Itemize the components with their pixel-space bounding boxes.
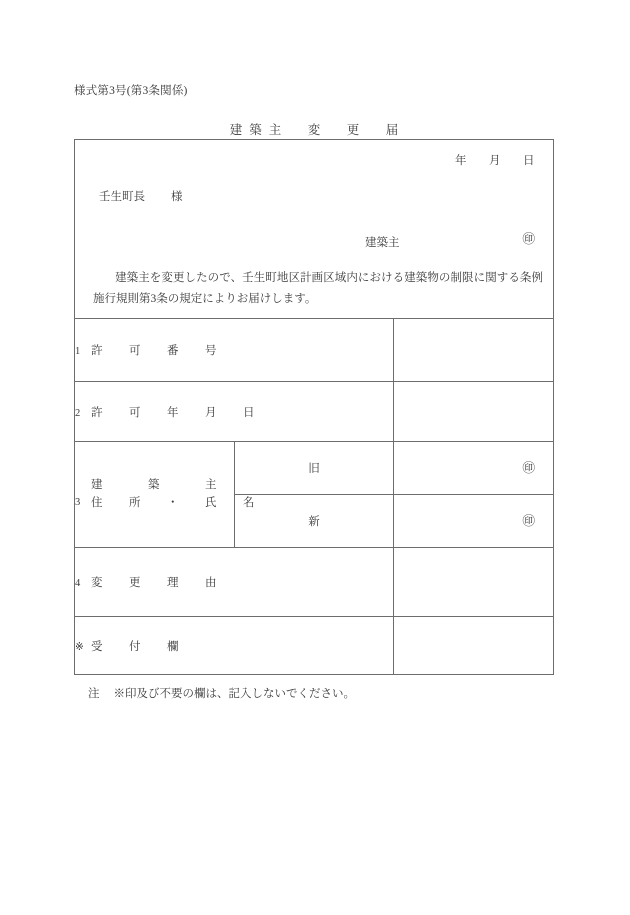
row-label-receipt-column bbox=[75, 617, 394, 675]
body-paragraph-text: 建築主を変更したので、壬生町地区計画区域内における建築物の制限に関する条例施行規則第3条の規定によりお届けします。 bbox=[93, 272, 543, 306]
application-form-table bbox=[74, 139, 554, 675]
row-label-text: 許 可 番 号 bbox=[91, 345, 224, 357]
date-month-label: 月 bbox=[489, 155, 501, 167]
page-title: 建築主 変 更 届 bbox=[229, 123, 406, 137]
seal-icon: ㊞ bbox=[522, 460, 535, 475]
table-row bbox=[75, 442, 554, 495]
addressee-recipient: 壬生町長 bbox=[99, 191, 145, 203]
date-year-label: 年 bbox=[455, 155, 467, 167]
table-row bbox=[75, 382, 554, 442]
table-row bbox=[75, 617, 554, 675]
seal-icon: ㊞ bbox=[522, 232, 535, 246]
marker-new: 新 bbox=[234, 495, 394, 548]
row-label-text: 受 付 欄 bbox=[91, 640, 186, 653]
marker-old: 旧 bbox=[234, 442, 394, 495]
row-number: 3 bbox=[75, 497, 81, 508]
row-label-text-line2: 住 所 ・ 氏 名 bbox=[91, 496, 262, 509]
form-number: 様式第3号(第3条関係) bbox=[74, 85, 188, 97]
input-change-reason[interactable] bbox=[394, 548, 554, 617]
row-label-text: 許 可 年 月 日 bbox=[91, 406, 262, 419]
row-number: ※ bbox=[75, 641, 84, 653]
addressee-honorific: 様 bbox=[171, 191, 183, 203]
seal-icon: ㊞ bbox=[522, 513, 535, 528]
row-label-permit-number bbox=[75, 319, 394, 382]
row-label-text-line1: 建 築 主 bbox=[91, 479, 224, 492]
input-builder-old[interactable] bbox=[394, 442, 554, 495]
row-label-text: 変 更 理 由 bbox=[91, 577, 224, 589]
preamble-cell bbox=[75, 140, 554, 319]
row-number: 2 bbox=[75, 407, 81, 419]
input-builder-new[interactable] bbox=[394, 495, 554, 548]
applicant-signature-line bbox=[365, 234, 535, 250]
addressee-line bbox=[99, 188, 183, 204]
row-label-builder-address-name bbox=[75, 442, 262, 548]
row-number: 4 bbox=[75, 578, 81, 589]
footer-note-prefix: 注 bbox=[88, 688, 100, 700]
row-number: 1 bbox=[75, 346, 81, 357]
table-row bbox=[75, 548, 554, 617]
date-day-label: 日 bbox=[523, 155, 535, 167]
preamble-row bbox=[75, 140, 554, 319]
input-receipt-column[interactable] bbox=[394, 617, 554, 675]
footer-note-text: ※印及び不要の欄は、記入しないでください。 bbox=[113, 688, 355, 700]
footer-note bbox=[88, 685, 355, 701]
row-label-change-reason bbox=[75, 548, 394, 617]
date-line bbox=[455, 152, 535, 168]
applicant-label: 建築主 bbox=[365, 237, 400, 249]
input-permit-number[interactable] bbox=[394, 319, 554, 382]
body-paragraph bbox=[93, 268, 543, 311]
table-row bbox=[75, 319, 554, 382]
row-label-permit-date bbox=[75, 382, 394, 442]
input-permit-date[interactable] bbox=[394, 382, 554, 442]
